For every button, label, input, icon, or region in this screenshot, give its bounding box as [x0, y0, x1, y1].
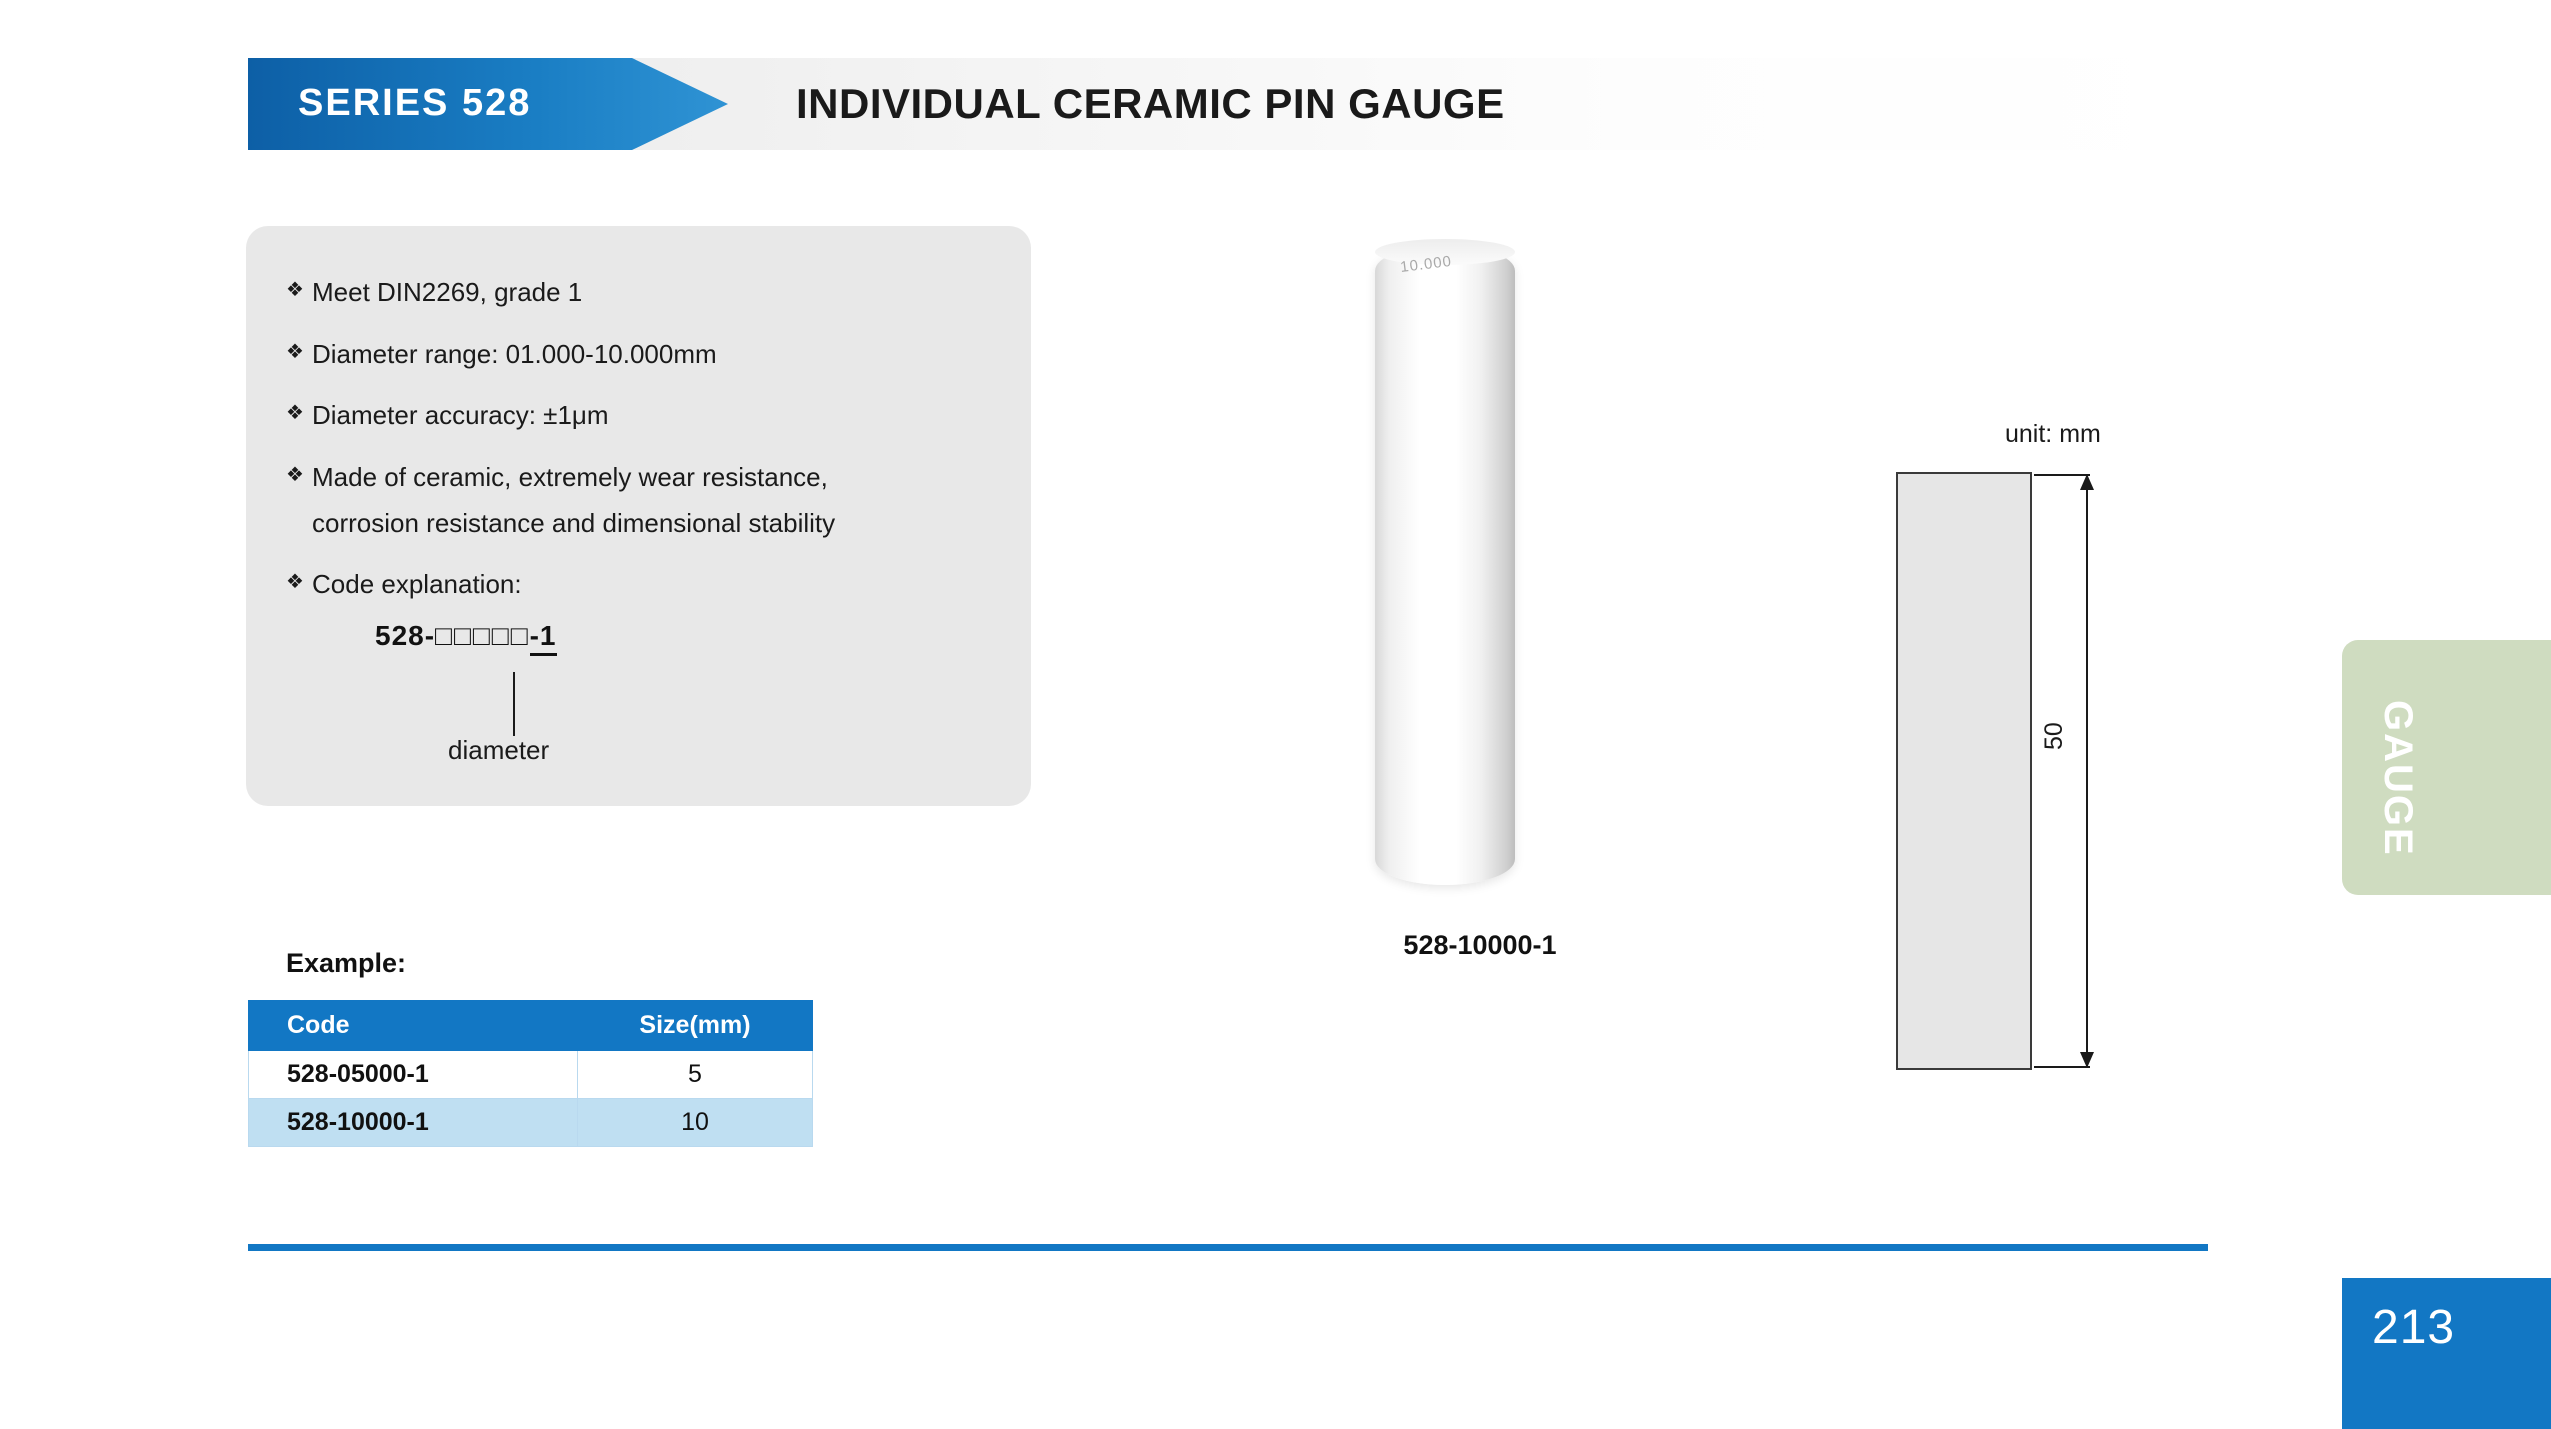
table-row [249, 1051, 813, 1099]
leader-line [513, 672, 515, 736]
pin-engraving: 10.000 [1399, 252, 1453, 277]
dimension-value: 50 [2040, 722, 2068, 750]
code-prefix: 528- [375, 620, 436, 651]
list-item [286, 566, 1006, 604]
feature-text-line2: corrosion resistance and dimensional stability [312, 507, 836, 538]
section-tab [2342, 640, 2551, 895]
column-header-size: Size(mm) [578, 1001, 813, 1051]
ceramic-pin-gauge-image [1375, 245, 1515, 885]
list-item [286, 274, 1006, 312]
list-item [286, 459, 1006, 542]
list-item [286, 397, 1006, 435]
table-row [249, 1099, 813, 1147]
cell-size: 10 [578, 1099, 813, 1147]
feature-list [286, 274, 1006, 628]
page-header [248, 58, 2208, 150]
arrow-up-icon [2080, 474, 2094, 490]
feature-text [312, 459, 1006, 542]
diamond-bullet-icon: ❖ [286, 464, 304, 487]
diamond-bullet-icon: ❖ [286, 279, 304, 301]
feature-text: Meet DIN2269, grade 1 [312, 277, 583, 307]
code-placeholder-boxes: □□□□□ [435, 620, 530, 651]
footer-divider [248, 1244, 2208, 1251]
arrow-down-icon [2080, 1052, 2094, 1068]
example-table [248, 1000, 813, 1147]
page-number: 213 [2372, 1301, 2456, 1354]
feature-text: Diameter range: 01.000-10.000mm [312, 338, 717, 369]
example-label: Example: [286, 948, 407, 978]
table-header-row [249, 1001, 813, 1051]
feature-text-line1: Made of ceramic, extremely wear resistance, [312, 462, 828, 493]
code-explanation [375, 620, 557, 652]
unit-label: unit: mm [2005, 420, 2101, 448]
diamond-bullet-icon: ❖ [286, 340, 304, 363]
section-tab-label: GAUGE [2376, 700, 2420, 857]
product-caption: 528-10000-1 [1403, 930, 1557, 960]
features-panel [246, 226, 1031, 806]
feature-text: Diameter accuracy: ±1μm [312, 400, 609, 431]
list-item [286, 336, 1006, 374]
page-title: INDIVIDUAL CERAMIC PIN GAUGE [796, 80, 1505, 127]
code-suffix: -1 [530, 620, 557, 656]
cell-code: 528-05000-1 [249, 1051, 578, 1099]
cell-code: 528-10000-1 [249, 1099, 578, 1147]
column-header-code: Code [249, 1001, 578, 1051]
series-label: SERIES 528 [298, 82, 532, 124]
feature-text: Code explanation: [312, 569, 522, 600]
diameter-label: diameter [448, 735, 550, 765]
diamond-bullet-icon: ❖ [286, 402, 304, 425]
cell-size: 5 [578, 1051, 813, 1099]
product-photo [1330, 225, 1630, 925]
drawing-body-rect [1896, 472, 2032, 1070]
dimension-line [2086, 474, 2088, 1068]
diamond-bullet-icon: ❖ [286, 571, 304, 594]
